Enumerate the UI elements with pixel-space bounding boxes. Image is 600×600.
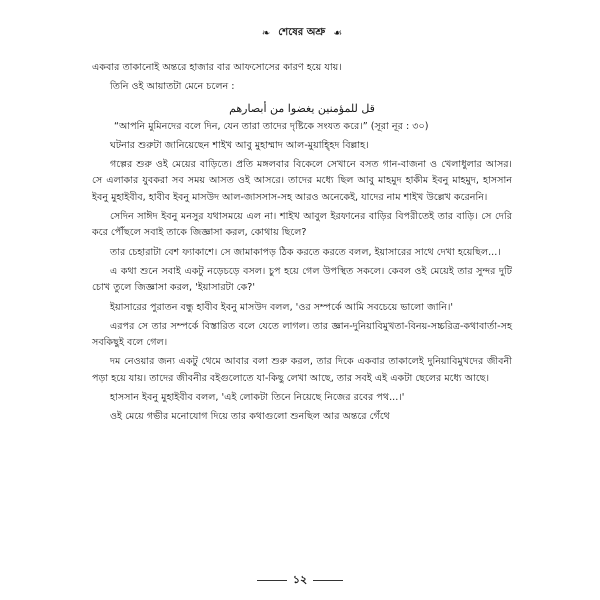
paragraph: একবার তাকানোই অন্তরে হাজার বার আফসোসের কারণ হয়ে যায়। (92, 62, 342, 73)
paragraph: দম নেওয়ার জন্য একটু থেমে আবার বলা শুরু করল, তার দিকে একবার তাকালেই দুনিয়াবিমুখদের জীবনী পড়া হয়ে যায়। তাদের জীবনীর বইগুলোতে যা-কিছু লেখা আছে, তার সবই এই একটা ছেলের মধ্যে আছে। (92, 356, 512, 384)
paragraph: ইয়াসারের পুরাতন বন্ধু হাবীব ইবনু মাসউদ বলল, 'ওর সম্পর্কে আমি সবচেয়ে ভালো জানি।' (110, 301, 454, 313)
page-number: ১২ (292, 573, 308, 586)
running-header (92, 22, 512, 44)
paragraph: তিনি ওই আয়াতটা মেনে চলেন : (110, 81, 235, 93)
footer-rule (257, 580, 287, 581)
page-footer (0, 571, 600, 590)
paragraph: ঘটনার শুরুটা জানিয়েছেন শাইখ আবু মুহাম্মাদ আল-মুয়াহ্হিদ বিল্লাহ। (110, 139, 369, 151)
paragraph: এরপর সে তার সম্পর্কে বিস্তারিত বলে যেতে লাগল। তার জ্ঞান-দুনিয়াবিমুখতা-বিনয়-সচ্চরিত্র-কথাবার্তা-সহ সবকিছুই বলে গেল। (92, 320, 512, 349)
paragraph: তার চেহারাটা বেশ ফ্যাকাশে। সে জামাকাপড় ঠিক করতে করতে বলল, ইয়াসারের সাথে দেখা হয়েছিল...। (110, 246, 501, 258)
left-ornament-icon: ❧ (261, 27, 271, 39)
paragraph: এ কথা শুনে সবাই একটু নড়েচড়ে বসল। চুপ হয়ে গেল উপস্থিত সকলে। কেবল ওই মেয়েই তার সুন্দর দুটি চোখ তুলে জিজ্ঞাসা করল, 'ইয়াসারটা কে?' (92, 265, 512, 294)
paragraph: গল্পের শুরু ওই মেয়ের বাড়িতে। প্রতি মঙ্গলবার বিকেলে সেখানে বসত গান-বাজনা ও খেলাধুলার আসর। সে এলাকার যুবকরা সব সময় আসত ওই আসরে। তাদের মধ্যে ছিল আবু মাহমুদ হাকীম ইবনু মাহমুদ, হাসসান ইবনু মুহাইবীব, হাবীব ইবনু মাসউদ আল-জাসসাস-সহ আরও অনেকেই, যাদের নাম শাইখ উল্লেখ করেননি। (92, 159, 512, 203)
book-title: শেষের অশ্রু (278, 26, 326, 38)
arabic-verse: قل للمؤمنين يغضوا من أبصارهم (229, 101, 375, 115)
paragraph: সেদিন সাঈদ ইবনু মনসুর যথাসময়ে এল না। শাইখ আবুল ইরফানের বাড়ির বিপরীতেই তার বাড়ি। সে দেরি করে পৌঁছলে সবাই তাকে জিজ্ঞাসা করল, কোথায় ছিলে? (92, 211, 512, 239)
paragraph: হাসসান ইবনু মুহাইবীব বলল, 'এই লোকটা তিনে নিয়েছে নিজের রবের পথ...।' (110, 392, 405, 404)
right-ornament-icon: ☙ (333, 27, 343, 39)
paragraph: ওই মেয়ে গভীর মনোযোগ দিয়ে তার কথাগুলো শুনছিল আর অন্তরে গেঁথে (110, 411, 390, 423)
footer-rule (313, 580, 343, 581)
verse-translation: “আপনি মুমিনদের বলে দিন, যেন তারা তাদের দৃষ্টিকে সংযত করে।” (সূরা নূর : ৩০) (114, 120, 429, 132)
